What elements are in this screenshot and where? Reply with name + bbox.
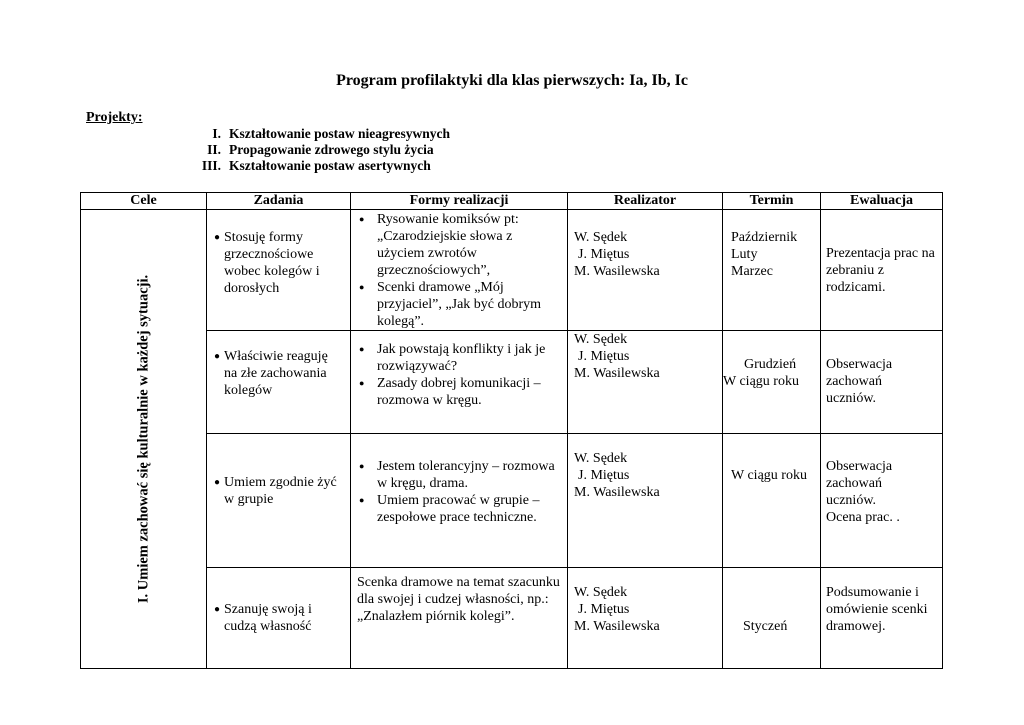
termin-cell: Październik Luty Marzec (723, 210, 821, 331)
ewaluacja-cell: Obserwacja zachowań uczniów. Ocena prac. . (821, 434, 943, 568)
header-zadania: Zadania (207, 193, 351, 210)
realizator-cell: W. Sędek J. Miętus M. Wasilewska (568, 210, 723, 331)
realizator-cell: W. Sędek J. Miętus M. Wasilewska (568, 568, 723, 669)
projects-list (190, 126, 450, 174)
project-item: I. Kształtowanie postaw nieagresywnych (212, 126, 450, 141)
realizator-cell: W. Sędek J. Miętus M. Wasilewska (568, 434, 723, 568)
projects-label: Projekty: (86, 110, 143, 125)
ewaluacja-cell: Obserwacja zachowań uczniów. (821, 331, 943, 434)
termin-cell: Styczeń (723, 568, 821, 669)
bullet-icon: ● (214, 604, 221, 615)
zadanie-cell: ● Szanuję swoją i cudzą własność (207, 568, 351, 669)
header-realizator: Realizator (568, 193, 723, 210)
formy-cell: Scenka dramowe na temat szacunku dla swojej i cudzej własności, np.: „Znalazłem piórnik kolegi”. (351, 568, 568, 669)
table-row (81, 568, 943, 669)
formy-cell (351, 210, 568, 331)
formy-cell (351, 331, 568, 434)
page-title: Program profilaktyki dla klas pierwszych: Ia, Ib, Ic (336, 72, 688, 89)
bullet-icon: ● (214, 232, 221, 243)
table-row (81, 434, 943, 568)
formy-cell (351, 434, 568, 568)
header-termin: Termin (723, 193, 821, 210)
list-item: ● Scenki dramowe „Mój przyjaciel”, „Jak być dobrym kolegą”. (351, 279, 556, 330)
realizator-cell: W. Sędek J. Miętus M. Wasilewska (568, 331, 723, 434)
project-item: II. Propagowanie zdrowego stylu życia (207, 142, 434, 157)
termin-cell: W ciągu roku (723, 434, 821, 568)
cele-cell (81, 210, 207, 669)
bullet-icon: ● (214, 477, 221, 488)
list-item: ● Zasady dobrej komunikacji – rozmowa w kręgu. (351, 375, 556, 409)
table-header-row (81, 193, 943, 210)
bullet-icon: ● (214, 351, 221, 362)
cel-text: I. Umiem zachować się kulturalnie w każdej sytuacji. (135, 274, 151, 604)
table-row (81, 331, 943, 434)
header-cele: Cele (81, 193, 207, 210)
project-item: III. Kształtowanie postaw asertywnych (201, 158, 431, 173)
header-formy: Formy realizacji (351, 193, 568, 210)
ewaluacja-cell: Prezentacja prac na zebraniu z rodzicami. (821, 210, 943, 331)
ewaluacja-cell: Podsumowanie i omówienie scenki dramowej. (821, 568, 943, 669)
zadanie-cell: ● Umiem zgodnie żyć w grupie (207, 434, 351, 568)
zadanie-cell: ● Właściwie reaguję na złe zachowania kolegów (207, 331, 351, 434)
list-item: ● Jestem tolerancyjny – rozmowa w kręgu, drama. (351, 458, 556, 492)
list-item: ● Rysowanie komiksów pt: „Czarodziejskie słowa z użyciem zwrotów grzecznościowych”, (351, 211, 556, 279)
list-item: ● Jak powstają konflikty i jak je rozwiązywać? (351, 341, 556, 375)
zadanie-cell (207, 210, 351, 331)
program-table (80, 192, 943, 669)
table-row (81, 210, 943, 331)
list-item: ● Umiem pracować w grupie – zespołowe prace techniczne. (351, 492, 556, 526)
header-ewaluacja: Ewaluacja (821, 193, 943, 210)
zadanie-text: Stosuję formy grzecznościowe wobec kolegów i dorosłych (224, 230, 320, 296)
termin-cell: Grudzień W ciągu roku (723, 331, 821, 434)
